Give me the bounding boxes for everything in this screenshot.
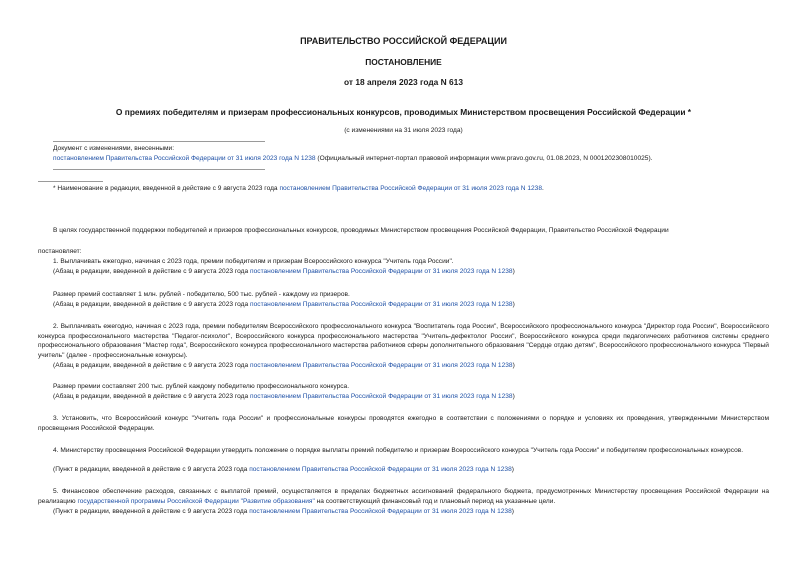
paragraph-5-text: 5. Финансовое обеспечение расходов, связанных с выплатой премий, осуществляется в пределах бюджетных ассигнований федерального бюджета, предусмотренных Министерству просвещения Российской Федерации на реализацию bbox=[38, 488, 769, 505]
document-title: О премиях победителям и призерам профессиональных конкурсов, проводимых Министерством просвещения Российской Федерации * bbox=[115, 107, 692, 117]
redaction-text: (Пункт в редакции, введенной в действие с 9 августа 2023 года bbox=[53, 508, 250, 515]
divider-top bbox=[53, 141, 265, 142]
amendments-line bbox=[53, 154, 653, 164]
redaction-link[interactable]: постановлением Правительства Российской Федерации от 31 июля 2023 года N 1238 bbox=[250, 362, 513, 369]
redaction-link[interactable]: постановлением Правительства Российской Федерации от 31 июля 2023 года N 1238 bbox=[250, 268, 513, 275]
redaction-end: ) bbox=[511, 508, 514, 515]
redaction-text: (Абзац в редакции, введенной в действие с 9 августа 2023 года bbox=[53, 362, 251, 369]
redaction-end: ) bbox=[512, 268, 515, 275]
doc-type-heading: ПОСТАНОВЛЕНИЕ bbox=[365, 57, 442, 67]
paragraph-5-end: на соответствующий финансовый год и плановый период на указанные цели. bbox=[314, 497, 556, 505]
redaction-end: ) bbox=[512, 362, 515, 369]
paragraph-2: 2. Выплачивать ежегодно, начиная с 2023 года, премии победителям Всероссийского профессионального конкурса "Воспитатель года России", Всероссийского профессионального конкурса "Директор года России", Всероссийского конкурса профессионального мастерства "Педагог-психолог", Всероссийского конкурса профессионального мастерства "Учитель-дефектолог России", Всероссийского конкурса среди педагогических работников системы среднего профессионального образования "Мастер года", Всероссийского конкурса профессионального мастерства работников сферы дополнительного образования "Сердце отдаю детям", Всероссийского профессионального конкурса "Первый учитель" (далее - профессиональные конкурсы). bbox=[38, 323, 769, 360]
footnote-link[interactable]: постановлением Правительства Российской Федерации от 31 июля 2023 года N 1238 bbox=[279, 185, 542, 192]
paragraph-4: 4. Министерству просвещения Российской Федерации утвердить положение о порядке выплаты премий победителю и призерам Всероссийского конкурса "Учитель года России" и победителям профессиональных конкурсов. bbox=[53, 447, 744, 454]
paragraph-2b: Размер премии составляет 200 тыс. рублей каждому победителю профессионального конкурса. bbox=[53, 383, 350, 390]
redaction-text: (Абзац в редакции, введенной в действие с 9 августа 2023 года bbox=[53, 301, 251, 308]
paragraph-5 bbox=[38, 487, 769, 506]
redaction-text: (Пункт в редакции, введенной в действие с 9 августа 2023 года bbox=[53, 466, 250, 473]
redaction-end: ) bbox=[511, 466, 514, 473]
date-number-heading: от 18 апреля 2023 года N 613 bbox=[344, 77, 463, 87]
divider-bottom bbox=[53, 169, 265, 170]
redaction-link[interactable]: постановлением Правительства Российской Федерации от 31 июля 2023 года N 1238 bbox=[250, 393, 513, 400]
program-link[interactable]: государственной программы Российской Федерации "Развитие образования" bbox=[77, 497, 315, 505]
redaction-note-1 bbox=[53, 267, 515, 277]
footnote-text: * Наименование в редакции, введенной в действие с 9 августа 2023 года bbox=[53, 185, 280, 192]
footnote-divider bbox=[38, 181, 103, 182]
redaction-end: ) bbox=[512, 393, 515, 400]
redaction-text: (Абзац в редакции, введенной в действие с 9 августа 2023 года bbox=[53, 393, 251, 400]
redaction-link[interactable]: постановлением Правительства Российской Федерации от 31 июля 2023 года N 1238 bbox=[249, 508, 512, 515]
redaction-note-2 bbox=[53, 300, 515, 310]
redaction-note-6 bbox=[53, 507, 514, 517]
redaction-end: ) bbox=[512, 301, 515, 308]
paragraph-1b: Размер премий составляет 1 млн. рублей - победителю, 500 тыс. рублей - каждому из призеров. bbox=[53, 291, 350, 298]
amendments-label: Документ с изменениями, внесенными: bbox=[53, 145, 175, 152]
footnote bbox=[53, 184, 544, 194]
redaction-note-3 bbox=[53, 361, 515, 371]
footnote-end: . bbox=[542, 185, 544, 192]
amendment-link[interactable]: постановлением Правительства Российской Федерации от 31 июля 2023 года N 1238 bbox=[53, 155, 316, 162]
changes-note: (с изменениями на 31 июля 2023 года) bbox=[344, 127, 463, 134]
paragraph-1: 1. Выплачивать ежегодно, начиная с 2023 года, премии победителям и призерам Всероссийского конкурса "Учитель года России". bbox=[53, 258, 454, 265]
redaction-link[interactable]: постановлением Правительства Российской Федерации от 31 июля 2023 года N 1238 bbox=[250, 301, 513, 308]
amendment-source: (Официальный интернет-портал правовой информации www.pravo.gov.ru, 01.08.2023, N 0001202308010025). bbox=[315, 155, 653, 162]
redaction-text: (Абзац в редакции, введенной в действие с 9 августа 2023 года bbox=[53, 268, 251, 275]
decree-word: постановляет: bbox=[38, 248, 82, 255]
preamble: В целях государственной поддержки победителей и призеров профессиональных конкурсов, проводимых Министерством просвещения Российской Федерации, Правительство Российской Федерации bbox=[53, 227, 669, 234]
redaction-link[interactable]: постановлением Правительства Российской Федерации от 31 июля 2023 года N 1238 bbox=[249, 466, 512, 473]
paragraph-3: 3. Установить, что Всероссийский конкурс "Учитель года России" и профессиональные конкурсы проводятся ежегодно в соответствии с положениями о порядке и условиях их проведения, утвержденными Министерством просвещения Российской Федерации. bbox=[38, 415, 769, 432]
redaction-note-4 bbox=[53, 392, 515, 402]
authority-heading: ПРАВИТЕЛЬСТВО РОССИЙСКОЙ ФЕДЕРАЦИИ bbox=[300, 36, 507, 46]
redaction-note-5 bbox=[53, 465, 514, 475]
